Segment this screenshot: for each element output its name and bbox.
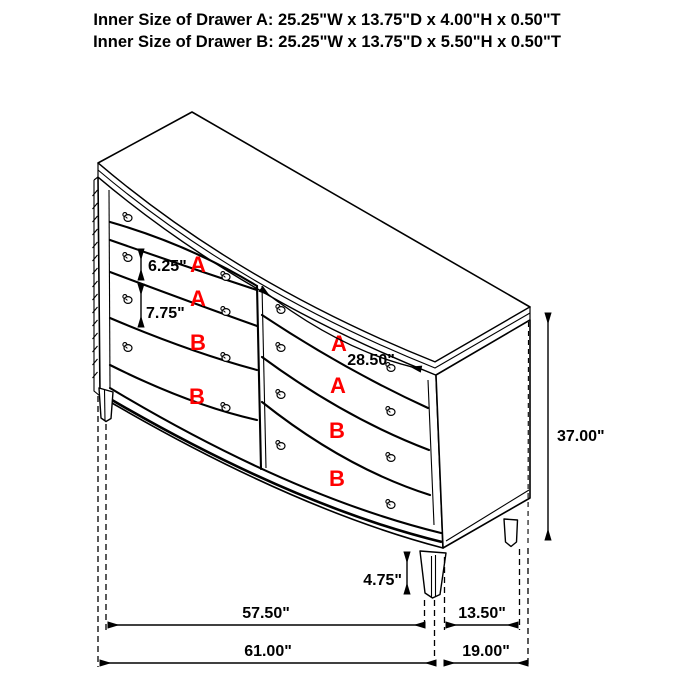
drawer-b-height-label: 7.75": [146, 305, 185, 322]
right-drawer-1-label: A: [331, 331, 347, 356]
drawer-a-height-label: 6.25": [148, 258, 187, 275]
front-left-leg: [99, 388, 113, 422]
front-left-leg-edge: [105, 390, 106, 421]
left-edge-hatching: [93, 190, 98, 378]
drawer-bank-width-label: 28.50": [347, 352, 395, 369]
right-drawer-4-label: B: [329, 466, 345, 491]
header-line-2: Inner Size of Drawer B: 25.25"W x 13.75"D x 5.50"H x 0.50"T: [93, 33, 561, 51]
left-drawer-1-label: A: [190, 252, 206, 277]
leg-height-label: 4.75": [363, 572, 402, 589]
left-drawer-3-label: B: [190, 330, 206, 355]
overall-width-label: 61.00": [244, 643, 292, 660]
right-drawer-2-label: A: [330, 373, 346, 398]
back-right-leg: [504, 519, 518, 547]
overall-depth-label: 19.00": [462, 643, 510, 660]
left-drawer-4-label: B: [189, 384, 205, 409]
overall-height-label: 37.00": [557, 428, 605, 445]
front-width-label: 57.50": [242, 605, 290, 622]
front-right-leg: [420, 551, 446, 598]
right-drawer-3-label: B: [329, 418, 345, 443]
dresser-drawing: [93, 112, 531, 598]
left-drawer-2-label: A: [190, 286, 206, 311]
header: [93, 11, 561, 51]
side-depth-label: 13.50": [458, 605, 506, 622]
header-line-1: Inner Size of Drawer A: 25.25"W x 13.75"D x 4.00"H x 0.50"T: [93, 11, 561, 29]
